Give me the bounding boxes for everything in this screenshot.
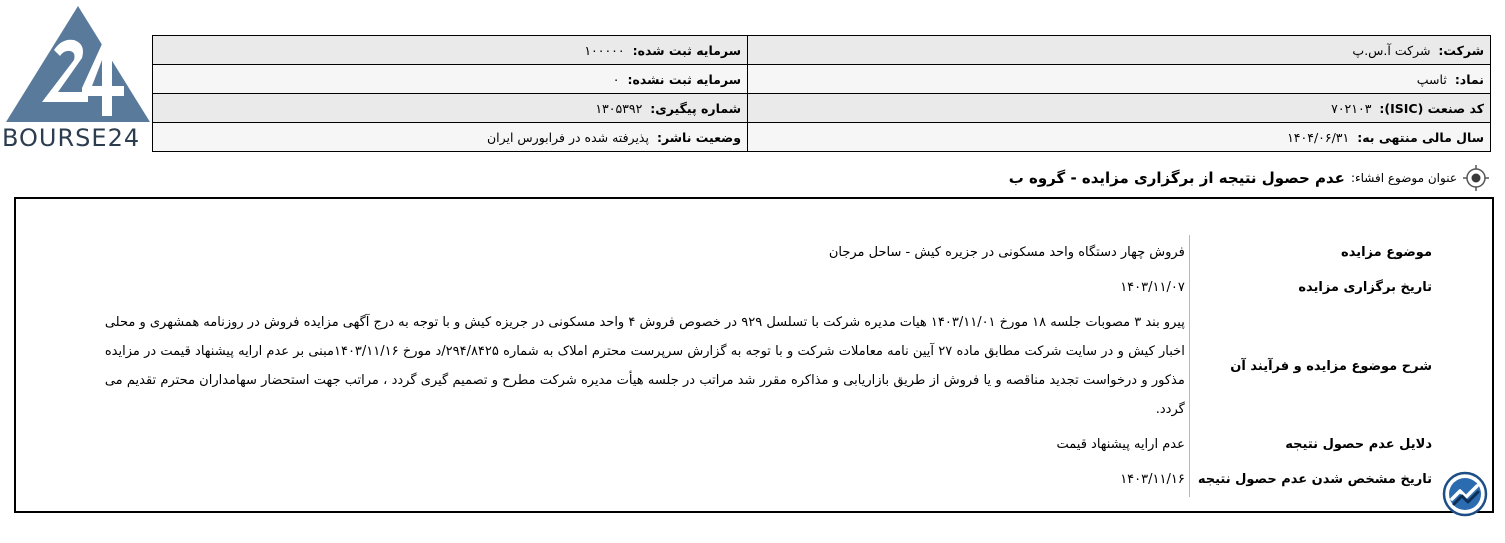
subject-title: عدم حصول نتیجه از برگزاری مزایده - گروه ب xyxy=(1008,169,1345,187)
tracking-number-label: شماره پیگیری: xyxy=(650,100,741,116)
isic-value: ۷۰۲۱۰۳ xyxy=(1331,100,1372,116)
codal-logo-icon[interactable] xyxy=(1442,471,1488,517)
disclosure-subject xyxy=(1009,165,1489,191)
registered-capital-value: ۱۰۰۰۰۰ xyxy=(584,42,625,58)
registered-capital-cell xyxy=(153,36,748,65)
info-row xyxy=(153,123,1491,152)
isic-label: کد صنعت (ISIC): xyxy=(1379,100,1484,116)
detail-row xyxy=(105,235,1432,270)
company-info-table xyxy=(152,35,1491,152)
auction-description-value: پیرو بند ۳ مصوبات جلسه ۱۸ مورخ ۱۴۰۳/۱۱/۰۱ هیات مدیره شرکت با تسلسل ۹۲۹ در خصوص فروش ۴ واحد مسکونی در جریزه کیش و با توجه به درج آگهی مزایده فروش در روزنامه همشهری و محلی اخبار کیش و در سایت شرکت مطابق ماده ۲۷ آیین نامه معاملات شرکت و با توجه به گزارش سرپرست محترم املاک به شماره ۲۹۴/۸۴۲۵/د مورخ ۱۴۰۳/۱۱/۱۶مبنی بر عدم ارایه پیشنهاد قیمت در مزایده مذکور و درخواست تجدید مناقصه و یا فروش از طریق بازاریابی و مذاکره مقرر شد مراتب در جلسه هیأت مدیره شرکت مطرح و تصمیم گیری گردد ، مراتب جهت استحضار سهامداران محترم تقدیم می گردد. xyxy=(104,315,1185,417)
publisher-status-value: پذیرفته شده در فرابورس ایران xyxy=(486,129,649,145)
auction-description-label: شرح موضوع مزایده و فرآیند آن xyxy=(1189,305,1432,427)
symbol-value: ثاسپ xyxy=(1416,71,1447,87)
info-row xyxy=(153,65,1491,94)
isic-cell xyxy=(748,94,1491,123)
detail-row xyxy=(105,427,1432,462)
failure-date-value: ۱۴۰۳/۱۱/۱۶ xyxy=(1120,472,1185,487)
tracking-number-value: ۱۳۰۵۳۹۲ xyxy=(595,100,643,116)
fiscal-year-value: ۱۴۰۴/۰۶/۳۱ xyxy=(1287,129,1350,145)
company-cell xyxy=(748,36,1491,65)
unregistered-capital-cell xyxy=(153,65,748,94)
target-icon xyxy=(1463,165,1489,191)
failure-reasons-label: دلایل عدم حصول نتیجه xyxy=(1189,427,1432,462)
symbol-label: نماد: xyxy=(1454,71,1484,87)
logo-text: BOURSE24 xyxy=(2,124,141,152)
unregistered-capital-label: سرمایه ثبت نشده: xyxy=(627,71,741,87)
failure-reasons-value: عدم ارایه پیشنهاد قیمت xyxy=(1056,437,1185,452)
tracking-number-cell xyxy=(153,94,748,123)
fiscal-year-cell xyxy=(748,123,1491,152)
info-row xyxy=(153,36,1491,65)
unregistered-capital-value: ۰ xyxy=(612,71,620,87)
auction-subject-label: موضوع مزایده xyxy=(1189,235,1432,270)
auction-date-label: تاریخ برگزاری مزایده xyxy=(1189,270,1432,305)
auction-date-value: ۱۴۰۳/۱۱/۰۷ xyxy=(1120,280,1185,295)
details-table xyxy=(105,235,1432,497)
publisher-status-label: وضعیت ناشر: xyxy=(656,129,741,145)
registered-capital-label: سرمایه ثبت شده: xyxy=(632,42,741,58)
info-row xyxy=(153,94,1491,123)
symbol-cell xyxy=(748,65,1491,94)
publisher-status-cell xyxy=(153,123,748,152)
fiscal-year-label: سال مالی منتهی به: xyxy=(1357,129,1484,145)
details-panel xyxy=(14,197,1494,513)
detail-row xyxy=(105,462,1432,497)
subject-prefix: عنوان موضوع افشاء: xyxy=(1350,171,1457,185)
auction-subject-value: فروش چهار دستگاه واحد مسکونی در جزیره کیش - ساحل مرجان xyxy=(828,245,1185,260)
detail-row xyxy=(105,270,1432,305)
failure-date-label: تاریخ مشخص شدن عدم حصول نتیجه xyxy=(1189,462,1432,497)
detail-row xyxy=(105,305,1432,427)
company-label: شرکت: xyxy=(1438,42,1484,58)
company-value: شرکت آ.س.پ xyxy=(1352,42,1431,58)
